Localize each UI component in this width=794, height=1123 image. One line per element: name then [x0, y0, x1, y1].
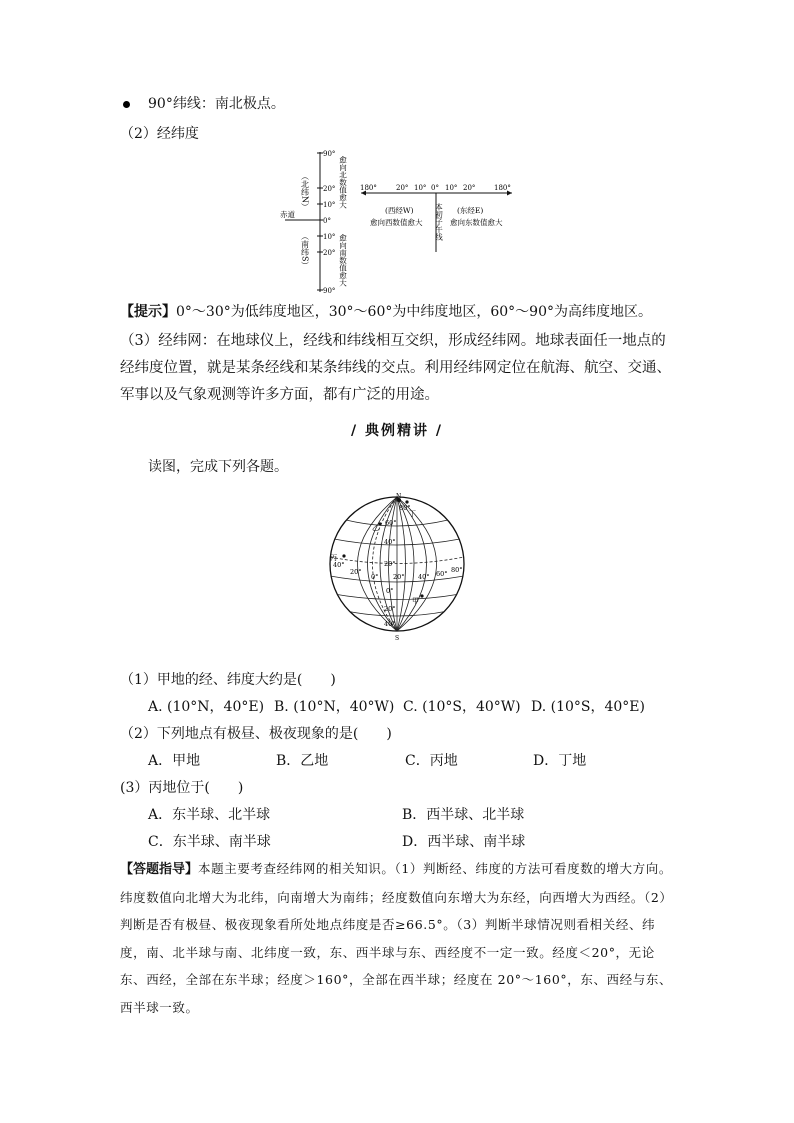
question-2: （2）下列地点有极昼、极夜现象的是( ) [120, 726, 392, 742]
ding-label: 丁 [409, 510, 416, 518]
west-desc-label: 愈向西数值愈大 [370, 218, 423, 227]
lon-20w-label: 20° [396, 184, 409, 192]
lon-180e-label: 180° [494, 184, 511, 192]
west-longitude-label: (西经W) [385, 206, 414, 215]
lon-20e-label: 20° [393, 573, 405, 581]
north-desc-label: 愈向北数值愈大 [338, 156, 348, 209]
lat-20n-label: 20° [323, 185, 336, 193]
question-1: （1）甲地的经、纬度大约是( ) [120, 672, 336, 688]
q1-option-a[interactable]: A. (10°N，40°E) [148, 699, 265, 715]
lon-10e-label: 10° [445, 184, 458, 192]
east-longitude-label: (东经E) [457, 206, 484, 215]
lon-0-label: 0° [431, 184, 439, 192]
lat-top-label: 90° [323, 150, 336, 158]
south-latitude-label: （南纬S） [300, 232, 310, 270]
north-pole-label: N [396, 493, 402, 500]
south-pole-label: S [395, 635, 400, 642]
lat-80-label: 80° [399, 504, 411, 512]
lat-bottom-label: 90° [323, 287, 336, 295]
equator-label: 赤道 [280, 210, 295, 219]
guide-label: 【答题指导】 [120, 862, 199, 877]
lon-20w-label: 20° [350, 568, 362, 576]
instruction: 读图，完成下列各题。 [148, 459, 288, 475]
lat-40s-label: 40° [384, 620, 396, 628]
prime-meridian-label: 本初子午线 [434, 203, 444, 241]
q2-option-d[interactable]: D．丁地 [533, 753, 587, 769]
jia-label: 甲 [412, 597, 419, 605]
q3-option-d[interactable]: D．西半球、南半球 [402, 834, 526, 850]
south-desc-label: 愈向南数值愈大 [338, 234, 348, 287]
latitude-90-note: 90°纬线：南北极点。 [148, 96, 285, 112]
q1-option-c[interactable]: C. (10°S，40°W) [403, 699, 521, 715]
answer-guide [120, 855, 680, 1021]
yi-label: 乙 [372, 524, 379, 532]
q3-option-a[interactable]: A．东半球、北半球 [148, 807, 271, 823]
guide-text: 本题主要考查经纬网的相关知识。（1）判断经、纬度的方法可看度数的增大方向。纬度数值向北增大为北纬，向南增大为南纬；经度数值向东增大为东经，向西增大为西经。（2）判断是否有极昼、极夜现象看所处地点纬度是否≥66.5°。（3）判断半球情况则看相关经、纬度，南、北半球与南、北纬度一致，东、西半球与东、西经度不一定一致。经度＜20°，无论东、西经，全部在东半球；经度＞160°，全部在西半球；经度在 20°～160°，东、西经与东、西半球一致。 [120, 861, 673, 1015]
q3-option-b[interactable]: B．西半球、北半球 [402, 807, 525, 823]
lat-0-label: 0° [323, 217, 331, 225]
lat-20n-label: 20° [384, 560, 396, 568]
lon-40e-label: 40° [418, 573, 430, 581]
lon-20e-label: 20° [463, 184, 476, 192]
lon-180w-label: 180° [360, 184, 377, 192]
question-3: (3）丙地位于( ) [120, 780, 244, 796]
north-latitude-label: （北纬N） [300, 172, 310, 211]
lon-10w-label: 10° [414, 184, 427, 192]
example-title: / 典例精讲 / [351, 423, 443, 439]
lat-10n-label: 10° [323, 201, 336, 209]
q2-option-a[interactable]: A．甲地 [148, 753, 201, 769]
lat-20s-label: 20° [384, 605, 396, 613]
hint-text: 0°～30°为低纬度地区，30°～60°为中纬度地区，60°～90°为高纬度地区。 [176, 304, 652, 320]
lon-80e-label: 80° [451, 566, 463, 574]
lat-40n-label: 40° [384, 538, 396, 546]
hint-label: 【提示】 [120, 304, 176, 320]
bullet-dot [123, 101, 130, 108]
q2-option-c[interactable]: C．丙地 [405, 753, 458, 769]
hint-line [120, 302, 652, 322]
east-desc-label: 愈向东数值愈大 [450, 218, 503, 227]
globe-diagram [318, 490, 478, 642]
q3-option-c[interactable]: C．东半球、南半球 [148, 834, 271, 850]
q2-option-b[interactable]: B．乙地 [276, 753, 329, 769]
lat-lon-diagram [275, 148, 520, 296]
q1-option-b[interactable]: B. (10°N，40°W) [274, 699, 395, 715]
section-3-paragraph: （3）经纬网：在地球仪上，经线和纬线相互交织，形成经纬网。地球表面任一地点的经纬度位置，就是某条经线和某条纬线的交点。利用经纬网定位在航海、航空、交通、军事以及气象观测等许多方面，都有广泛的用途。 [120, 333, 671, 403]
bing-label: 丙 [330, 554, 337, 562]
section-2-title: （2）经纬度 [120, 126, 199, 142]
q1-option-d[interactable]: D. (10°S，40°E) [531, 699, 645, 715]
lat-20s-label: 20° [323, 249, 336, 257]
lon-40w-label: 40° [333, 561, 345, 569]
lat-60-label: 60° [385, 519, 397, 527]
lat-10s-label: 10° [323, 233, 336, 241]
lon-60e-label: 60° [436, 570, 448, 578]
lat-0-label: 0° [386, 587, 394, 595]
lon-0-label: 0° [371, 573, 379, 581]
